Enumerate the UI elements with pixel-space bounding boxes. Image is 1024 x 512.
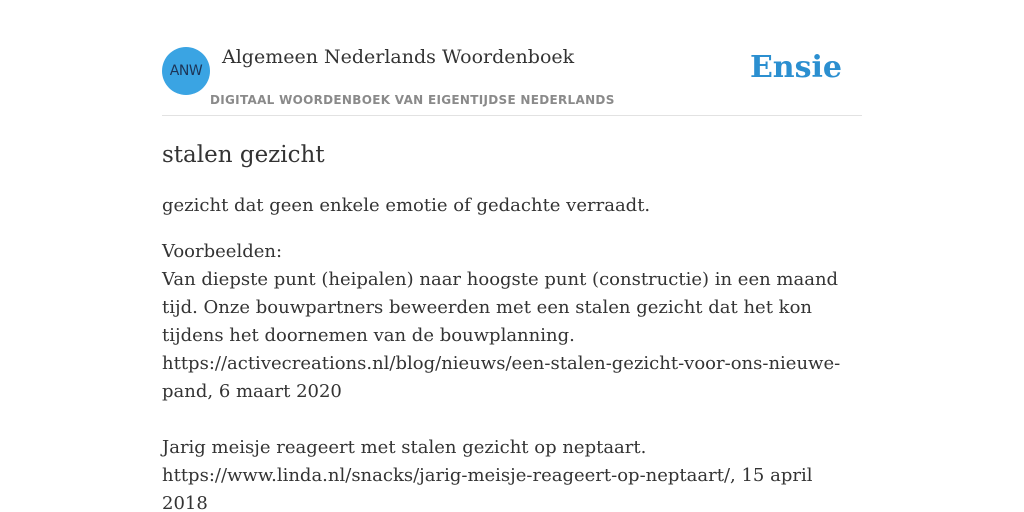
examples-section <box>162 238 862 512</box>
example-source: https://www.linda.nl/snacks/jarig-meisje-reageert-op-neptaart/, 15 april 2018 <box>162 465 813 512</box>
header-divider <box>162 115 862 116</box>
example-item <box>162 266 862 406</box>
logo-text: ANW <box>169 63 203 79</box>
example-item <box>162 434 862 512</box>
example-source: https://activecreations.nl/blog/nieuws/een-stalen-gezicht-voor-ons-nieuwe-pand, 6 maart 2020 <box>162 353 841 402</box>
site-subtitle: DIGITAAL WOORDENBOEK VAN EIGENTIJDSE NEDERLANDS <box>210 93 615 107</box>
example-text: Van diepste punt (heipalen) naar hoogste punt (constructie) in een maand tijd. Onze bouwpartners beweerden met een stalen gezicht dat het kon tijdens het doornemen van de bouwplanning. <box>162 269 839 346</box>
definition: gezicht dat geen enkele emotie of gedachte verraadt. <box>162 195 651 216</box>
anw-logo[interactable] <box>162 47 210 95</box>
examples-label: Voorbeelden: <box>162 241 283 262</box>
headword: stalen gezicht <box>162 142 325 168</box>
example-text: Jarig meisje reageert met stalen gezicht op neptaart. <box>162 437 647 458</box>
entry-content <box>162 140 862 512</box>
site-title[interactable]: Algemeen Nederlands Woordenboek <box>222 46 575 68</box>
site-header <box>162 46 862 116</box>
ensie-brand-link[interactable]: Ensie <box>749 50 842 85</box>
